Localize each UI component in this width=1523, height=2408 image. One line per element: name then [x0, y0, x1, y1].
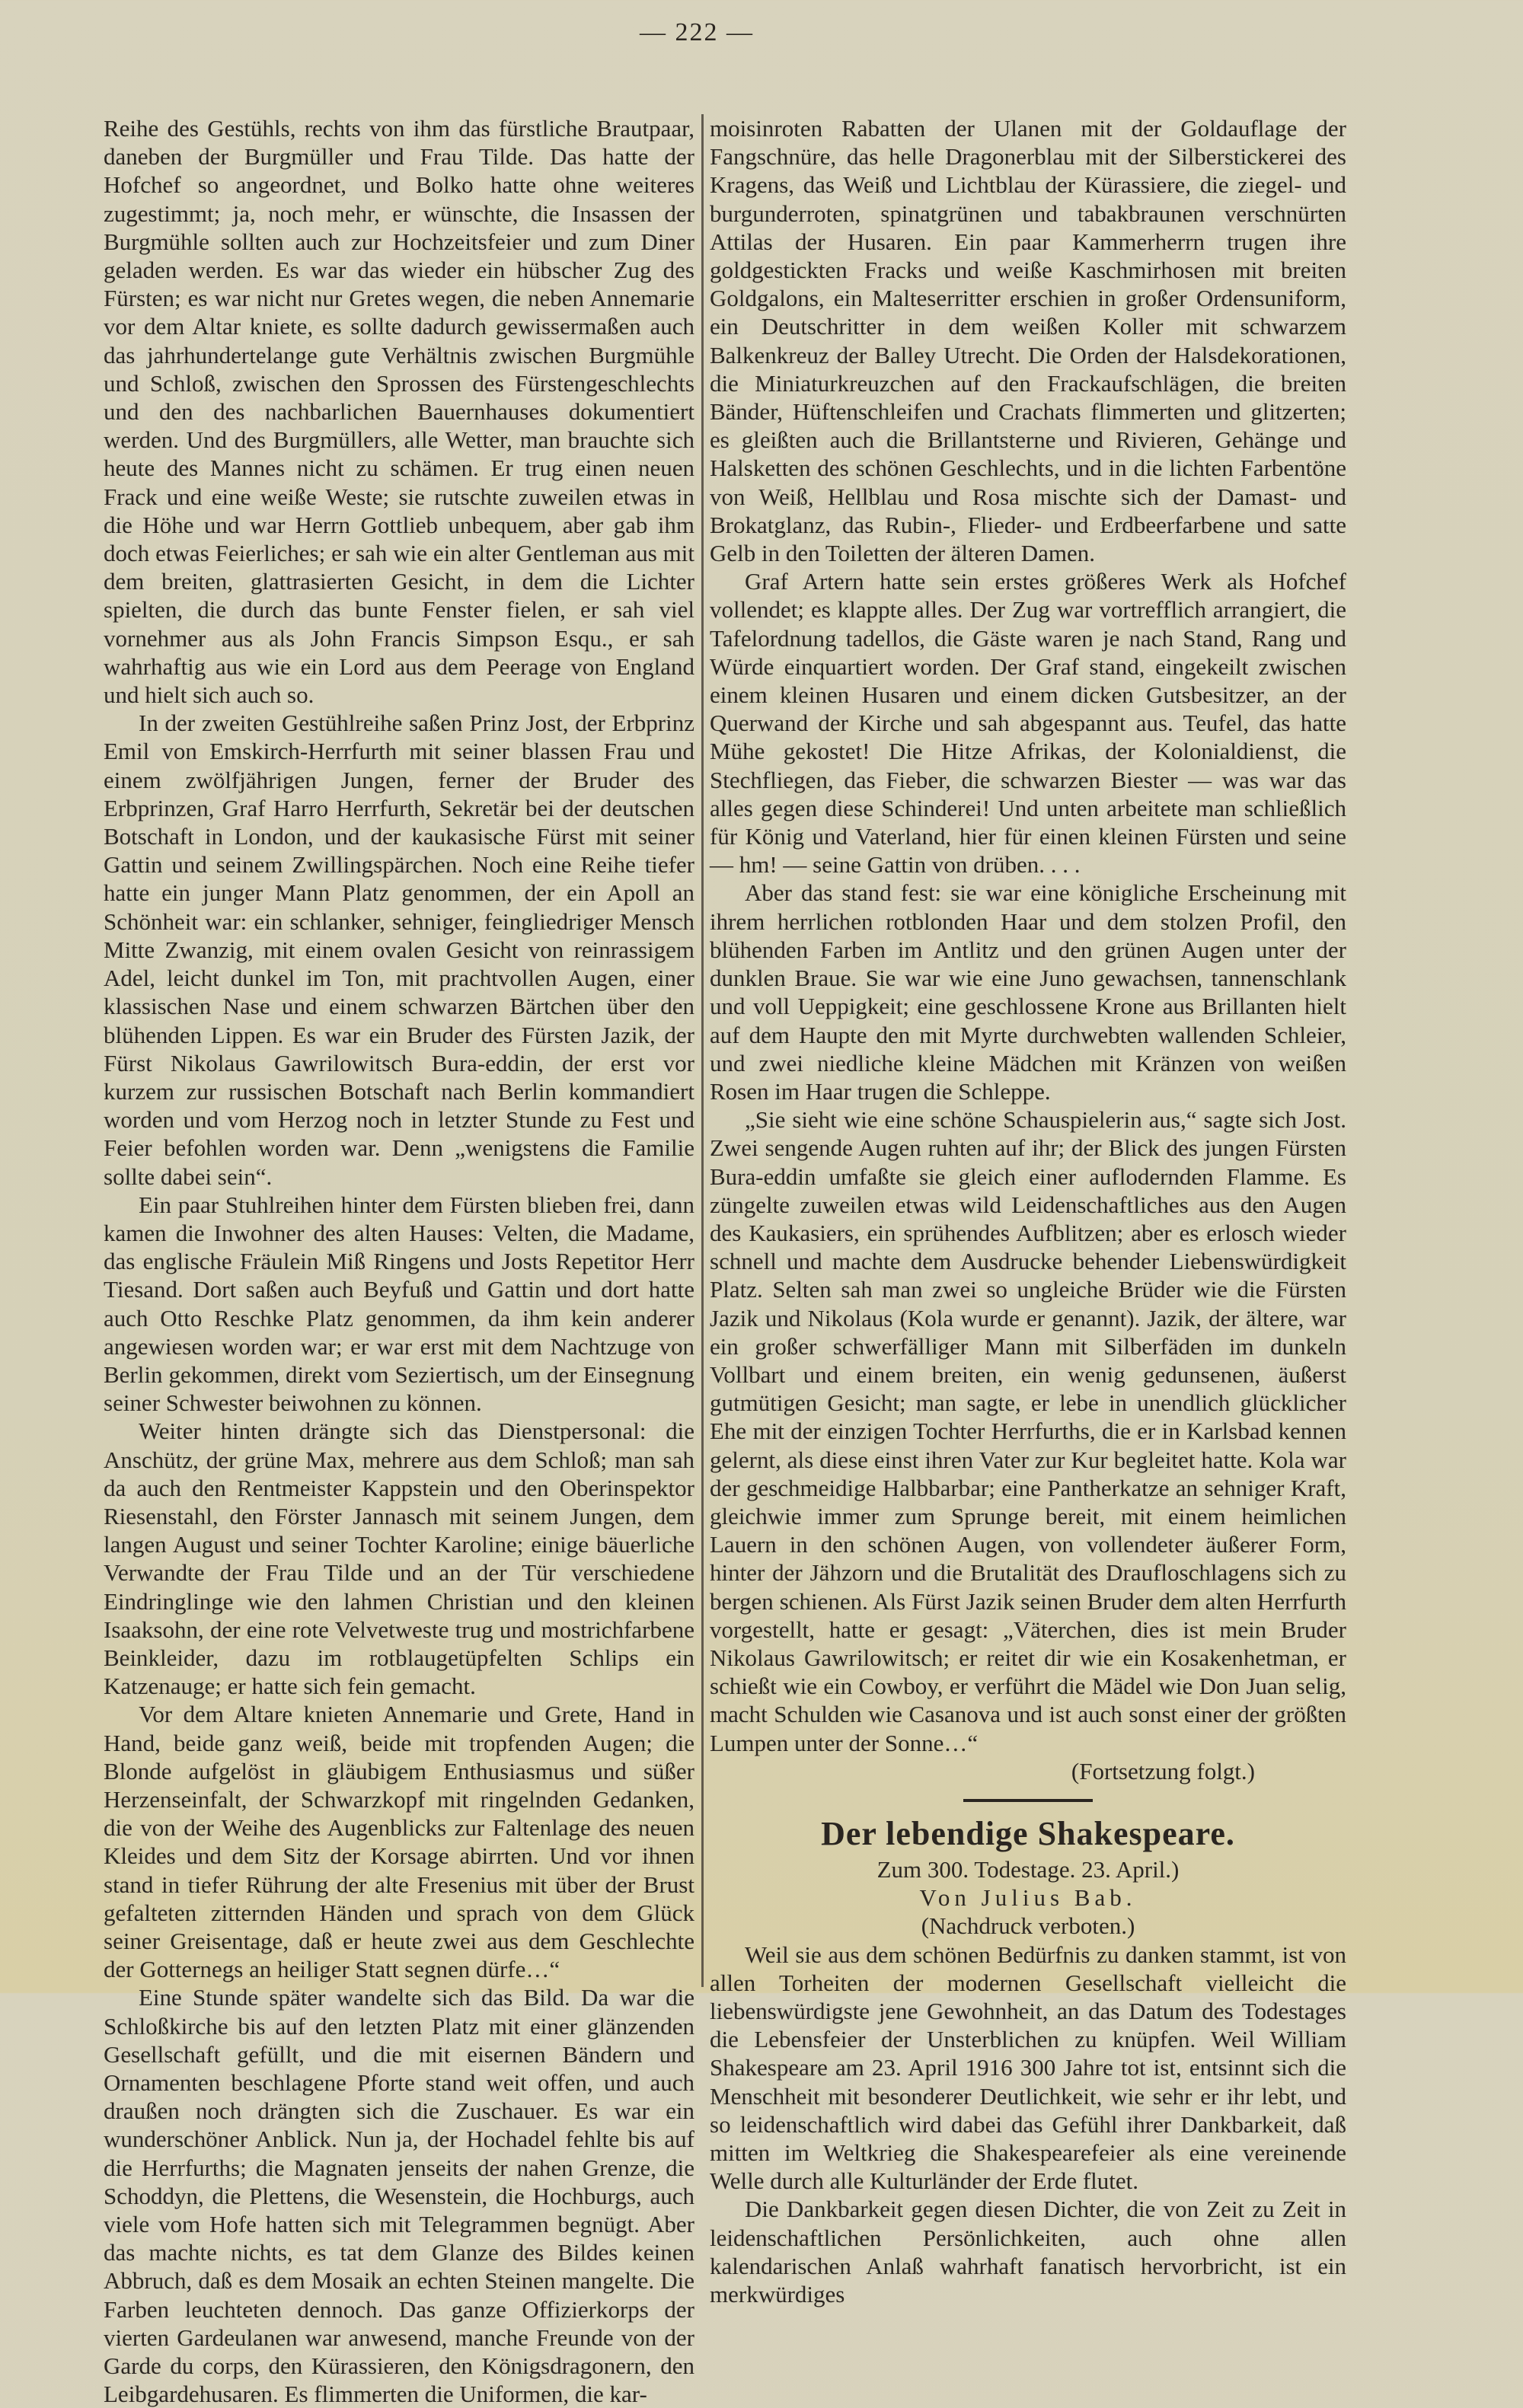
paragraph: Weiter hinten drängte sich das Dienstpersonal: die Anschütz, der grüne Max, mehrere aus dem Schloß; man sah da auch den Rentmeister Kappstein und den Oberinspektor Riesenstahl, den Förster Jannasch mit seinem Jungen, dem langen August und seiner Tochter Karoline; einige bäuerliche Verwandte der Frau Tilde und an der Tür verschiedene Eindringlinge wie den lahmen Christian und den kleinen Isaaksohn, der eine rote Velvetweste trug und mostrichfarbene Beinkleider, dazu im rotblaugetüpfelten Schlips ein Katzenauge; er hatte sich fein gemacht. — [104, 1418, 694, 1700]
paragraph: „Sie sieht wie eine schöne Schauspielerin aus,“ sagte sich Jost. Zwei sengende Augen ruhten auf ihr; der Blick des jungen Fürsten Bura-eddin umfaßte sie gleich einer auflodernden Flamme. Es züngelte zuweilen etwas wild Leidenschaftliches aus den Augen des Kaukasiers, ein sprühendes Aufblitzen; aber es erlosch wieder schnell und machte dem Ausdrucke behender Liebenswürdigkeit Platz. Selten sah man zwei so ungleiche Brüder wie die Fürsten Jazik und Nikolaus (Kola wurde er genannt). Jazik, der ältere, war ein großer schwerfälliger Mann mit Silberfäden im dunkeln Vollbart und einem breiten, ein wenig gedunsenen, äußerst gutmütigen Gesicht; man sagte, er lebe in unendlich glücklicher Ehe mit der einzigen Tochter Herrfurths, die er in Karlsbad kennen gelernt, als diese einst ihren Vater zur Kur begleitet hatte. Kola war der geschmeidige Halbbarbar; eine Pantherkatze an sehniger Kraft, gleichwie immer zum Sprunge bereit, mit einem heimlichen Lauern in den schönen Augen, von vollendeter äußerer Form, hinter der Jähzorn und die Brutalität des Draufloschlagens sich zu bergen schienen. Als Fürst Jazik seinen Bruder dem alten Herrfurth vorgestellt, hatte er gesagt: „Väterchen, dies ist mein Bruder Nikolaus Gawrilowitsch; er reitet dir wie ein Kosakenhetman, er schießt wie ein Cowboy, er verführt die Mädel wie Don Juan selig, macht Schulden wie Casanova und ist auch sonst einer der größten Lumpen unter der Sonne…“ — [710, 1106, 1346, 1756]
article-title: Der lebendige Shakespeare. — [821, 1814, 1235, 1852]
page-number: — 222 — — [640, 18, 754, 46]
paragraph: Vor dem Altare knieten Annemarie und Grete, Hand in Hand, beide ganz weiß, beide mit tropfenden Augen; die Blonde aufgelöst in gläubigem Enthusiasmus und süßer Herzenseinfalt, der Schwarzkopf mit ringelnden Gedanken, die von der Weihe des Augenblicks zur Faltenlage des neuen Kleides und dem Sitz der Korsage abirrten. Und vor ihnen stand in tiefer Rührung der alte Fresenius mit über der Brust gefalteten zitternden Händen und sprach von dem Glück seiner Greisentage, daß er heute zwei aus dem Geschlechte der Gotternegs an heiliger Statt segnen dürfe…“ — [104, 1701, 694, 1983]
left-column — [104, 114, 694, 2408]
paragraph: Weil sie aus dem schönen Bedürfnis zu danken stammt, ist von allen Torheiten der modernen Gesellschaft vielleicht die liebenswürdigste jene Gewohnheit, an das Datum des Todestages die Lebensfeier der Unsterblichen zu knüpfen. Weil William Shakespeare am 23. April 1916 300 Jahre tot ist, entsinnt sich die Menschheit mit besonderer Deutlichkeit, wie sehr er ihr lebt, und so leidenschaftlich wird dabei das Gefühl ihrer Dankbarkeit, daß mitten im Weltkrieg die Shakespearefeier als eine vereinende Welle durch alle Kulturländer der Erde flutet. — [710, 1941, 1346, 2195]
paragraph: In der zweiten Gestühlreihe saßen Prinz Jost, der Erbprinz Emil von Emskirch-Herrfurth mit seiner blassen Frau und einem zwölfjährigen Jungen, ferner der Bruder des Erbprinzen, Graf Harro Herrfurth, Sekretär bei der deutschen Botschaft in London, und der kaukasische Fürst mit seiner Gattin und seinem Zwillingspärchen. Noch eine Reihe tiefer hatte ein junger Mann Platz genommen, der ein Apoll an Schönheit war: ein schlanker, sehniger, feingliedriger Mensch Mitte Zwanzig, mit einem ovalen Gesicht von reinrassigem Adel, leicht dunkel im Ton, mit prachtvollen Augen, einer klassischen Nase und einem schwarzen Bärtchen über den blühenden Lippen. Es war ein Bruder des Fürsten Jazik, der Fürst Nikolaus Gawrilowitsch Bura-eddin, der erst vor kurzem zur russischen Botschaft nach Berlin kommandiert worden und vom Herzog noch in letzter Stunde zu Fest und Feier befohlen worden war. Denn „wenigstens die Familie sollte dabei sein“. — [104, 710, 694, 1190]
article-byline: Von Julius Bab. — [919, 1884, 1137, 1912]
section-divider — [963, 1799, 1093, 1802]
paragraph: Graf Artern hatte sein erstes größeres Werk als Hofchef vollendet; es klappte alles. Der Zug war vortrefflich arrangiert, die Tafelordnung tadellos, die Gäste waren je nach Stand, Rang und Würde einquartiert worden. Der Graf stand, eingekeilt zwischen einem kleinen Husaren und einem dicken Gutsbesitzer, an der Querwand der Kirche und sah abgespannt aus. Teufel, das hatte Mühe gekostet! Die Hitze Afrikas, der Kolonialdienst, die Stechfliegen, das Fieber, die schwarzen Biester — was war das alles gegen diese Schinderei! Und unten arbeitete man schließlich für König und Vaterland, hier für einen kleinen Fürsten und seine — hm! — seine Gattin von drüben. . . . — [710, 568, 1346, 879]
column-divider — [701, 114, 704, 1987]
paragraph: Aber das stand fest: sie war eine königliche Erscheinung mit ihrem herrlichen rotblonden Haar und dem stolzen Profil, den blühenden Farben im Antlitz und den grünen Augen unter der dunklen Braue. Sie war wie eine Juno gewachsen, tannenschlank und voll Ueppigkeit; eine geschlossene Krone aus Brillanten hielt auf dem Haupte den mit Myrte durchwebten wallenden Schleier, und zwei niedliche kleine Mädchen mit Kränzen von weißen Rosen im Haar trugen die Schleppe. — [710, 879, 1346, 1105]
continuation-note: (Fortsetzung folgt.) — [1071, 1757, 1255, 1784]
paragraph: moisinroten Rabatten der Ulanen mit der Goldauflage der Fangschnüre, das helle Dragonerblau mit der Silberstickerei des Kragens, das Weiß und Lichtblau der Kürassiere, die ziegel- und burgunderroten, spinatgrünen und tabakbraunen verschnürten Attilas der Husaren. Ein paar Kammerherrn trugen ihre goldgestickten Fracks und weiße Kaschmirhosen mit breiten Goldgalons, ein Malteserritter erschien in großer Ordensuniform, ein Deutschritter in dem weißen Koller mit schwarzem Balkenkreuz der Balley Utrecht. Die Orden der Halsdekorationen, die Miniaturkreuzchen auf den Frackaufschlägen, die breiten Bänder, Hüftenschleifen und Crachats flimmerten und glitzerten; es gleißten auch die Brillantsterne und Rivieren, Gehänge und Halsketten des schönen Geschlechts, und in die lichten Farbentöne von Weiß, Hellblau und Rosa mischte sich der Damast- und Brokatglanz, das Rubin-, Flieder- und Erdbeerfarbene und satte Gelb in den Toiletten der älteren Damen. — [710, 115, 1346, 567]
paragraph: Reihe des Gestühls, rechts von ihm das fürstliche Brautpaar, daneben der Burgmüller und Frau Tilde. Das hatte der Hofchef so angeordnet, und Bolko hatte ohne weiteres zugestimmt; ja, noch mehr, er wünschte, die Insassen der Burgmühle sollten auch zur Hochzeitsfeier und zum Diner geladen werden. Es war das wieder ein hübscher Zug des Fürsten; es war nicht nur Gretes wegen, die neben Annemarie vor dem Altar kniete, es sollte dadurch gewissermaßen auch das jahrhundertelange gute Verhältnis zwischen Burgmühle und Schloß, zwischen den Sprossen des Fürstengeschlechts und den des nachbarlichen Bauernhauses dokumentiert werden. Und des Burgmüllers, alle Wetter, man brauchte sich heute des Mannes nicht zu schämen. Er trug einen neuen Frack und eine weiße Weste; sie rutschte zuweilen etwas in die Höhe und war Herrn Gottlieb unbequem, aber gab ihm doch etwas Feierliches; er sah wie ein alter Gentleman aus mit dem breiten, glattrasierten Gesicht, in dem die Lichter spielten, die durch das bunte Fenster fielen, er sah viel vornehmer aus als John Francis Simpson Esqu., er sah wahrhaftig aus wie ein Lord aus dem Peerage von England und hielt sich auch so. — [104, 115, 694, 709]
article-subtitle: Zum 300. Todestage. 23. April.) — [876, 1855, 1180, 1883]
paragraph: Die Dankbarkeit gegen diesen Dichter, die von Zeit zu Zeit in leidenschaftlichen Persönlichkeiten, auch ohne allen kalendarischen Anlaß wahrhaft fanatisch hervorbricht, ist ein merkwürdiges — [710, 2196, 1346, 2308]
right-column — [710, 114, 1346, 2308]
reprint-notice: (Nachdruck verboten.) — [921, 1912, 1135, 1940]
paragraph: Eine Stunde später wandelte sich das Bild. Da war die Schloßkirche bis auf den letzten Platz mit einer glänzenden Gesellschaft gefüllt, und die mit eisernen Bändern und Ornamenten beschlagene Pforte stand weit offen, und auch draußen noch drängten sich die Zuschauer. Es war ein wunderschöner Anblick. Nun ja, der Hochadel fehlte bis auf die Herrfurths; die Magnaten jenseits der nahen Grenze, die Schoddyn, die Plettens, die Wesenstein, die Hochburgs, auch viele vom Hofe hatten sich mit Telegrammen begnügt. Aber das machte nichts, es tat dem Glanze des Bildes keinen Abbruch, daß es dem Mosaik an echten Steinen mangelte. Die Farben leuchteten dennoch. Das ganze Offizierkorps der vierten Gardeulanen war anwesend, manche Freunde von der Garde du corps, den Kürassieren, den Königsdragonern, den Leibgardehusaren. Es flimmerten die Uniformen, die kar- — [104, 1984, 694, 2408]
paragraph: Ein paar Stuhlreihen hinter dem Fürsten blieben frei, dann kamen die Inwohner des alten Hauses: Velten, die Madame, das englische Fräulein Miß Ringens und Josts Repetitor Herr Tiesand. Dort saßen auch Beyfuß und Gattin und dort hatte auch Otto Reschke Platz genommen, da ihm kein anderer angewiesen worden war; er war erst mit dem Nachtzuge von Berlin gekommen, direkt vom Seziertisch, um der Einsegnung seiner Schwester beiwohnen zu können. — [104, 1191, 694, 1417]
